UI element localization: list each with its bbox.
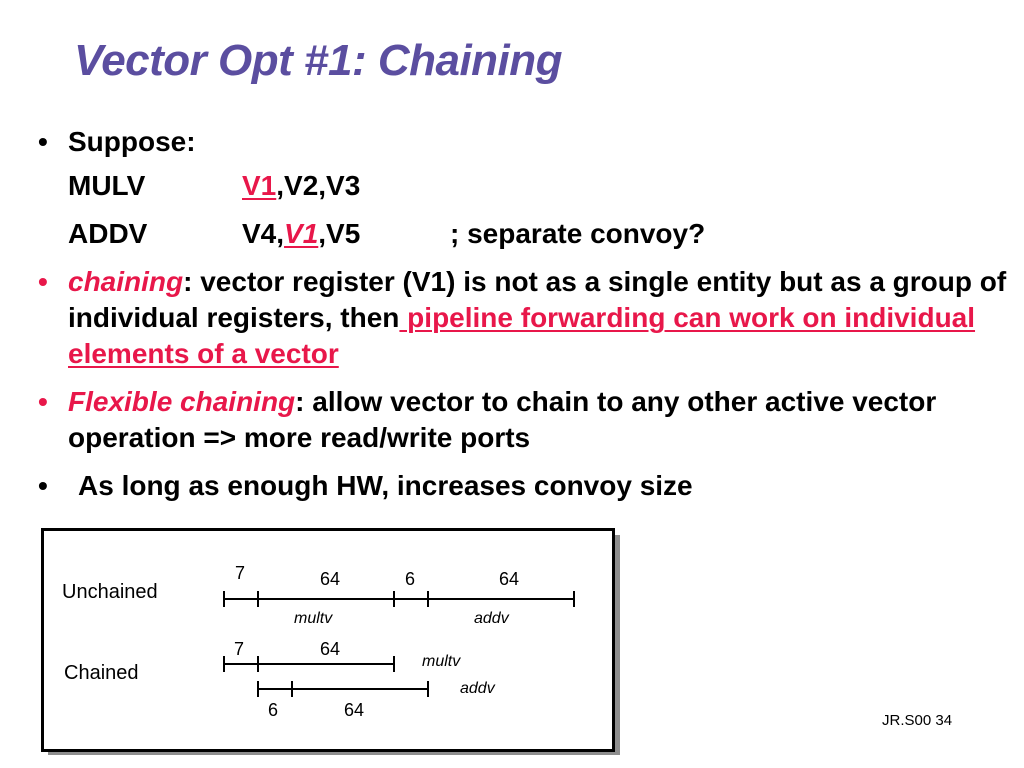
timing-diagram (44, 531, 612, 749)
bullet-dot: • (38, 126, 48, 157)
code-line-mulv (38, 162, 1008, 210)
convoy-text: As long as enough HW, increases convoy size (78, 470, 693, 501)
chained-label: Chained (64, 662, 139, 684)
bullet-chaining (38, 264, 1008, 372)
v1-highlight: V1 (242, 170, 277, 201)
code-op: ADDV (68, 218, 148, 249)
chained-64b: 64 (344, 700, 365, 720)
slide-content (38, 120, 1008, 504)
chaining-term: chaining (68, 266, 184, 297)
chained-7: 7 (234, 639, 245, 659)
bullet-dot: • (38, 470, 48, 501)
chained-timeline (224, 656, 428, 697)
slide-footer: JR.S00 34 (882, 712, 953, 729)
unchained-64b: 64 (499, 569, 520, 589)
code-pre: V4, (242, 218, 285, 249)
bullet-dot: • (38, 266, 48, 297)
code-comment: ; separate convoy? (450, 218, 706, 249)
unchained-7: 7 (235, 563, 246, 583)
code-operands (242, 210, 360, 258)
chaining-link[interactable]: pipeline forwarding can work on individual elements of a vector (68, 302, 976, 369)
slide-title: Vector Opt #1: Chaining (74, 36, 563, 85)
code-line-addv (38, 210, 1008, 258)
chaining-text: : vector register (V1) is not as a single entity but as a group of individual registers, then (68, 266, 1007, 333)
flexible-text: : allow vector to chain to any other active vector operation => more read/write ports (68, 386, 937, 453)
chained-6: 6 (268, 700, 279, 720)
code-rest: ,V2,V3 (276, 170, 361, 201)
bullet-flexible (38, 384, 1008, 456)
bullet-suppose (38, 124, 1008, 160)
unchained-6: 6 (405, 569, 416, 589)
code-operands (242, 162, 360, 210)
code-op: MULV (68, 170, 146, 201)
chained-multv: multv (422, 653, 461, 670)
timing-figure (41, 528, 615, 752)
unchained-label: Unchained (62, 581, 158, 603)
suppose-text: Suppose: (68, 126, 196, 157)
unchained-timeline (224, 591, 574, 607)
flexible-term: Flexible chaining (68, 386, 296, 417)
chained-64a: 64 (320, 639, 341, 659)
code-rest: ,V5 (318, 218, 361, 249)
unchained-addv: addv (474, 610, 509, 627)
bullet-convoy (38, 468, 1008, 504)
unchained-multv: multv (294, 610, 333, 627)
v1-highlight: V1 (284, 218, 319, 249)
chained-addv: addv (460, 680, 495, 697)
bullet-dot: • (38, 386, 48, 417)
unchained-64a: 64 (320, 569, 341, 589)
